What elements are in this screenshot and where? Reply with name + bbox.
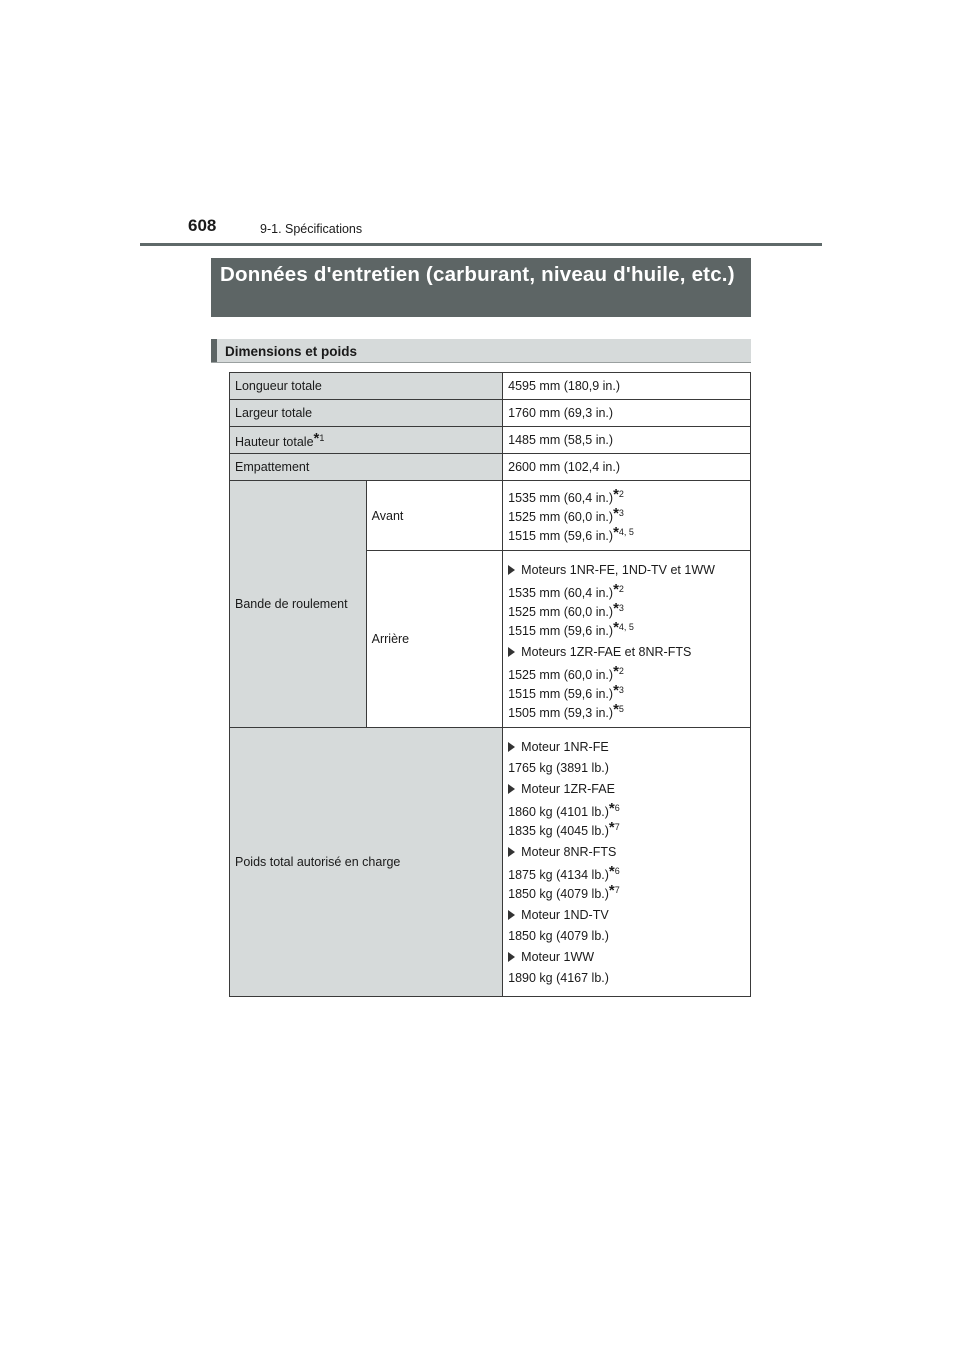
table-row	[230, 400, 751, 427]
footnote-star-icon: *	[613, 682, 619, 699]
heading-text: Moteur 1ND-TV	[521, 908, 609, 922]
row-value	[503, 481, 751, 551]
triangle-bullet-icon	[508, 565, 515, 575]
value-text: 1515 mm (59,6 in.)	[508, 687, 614, 701]
footnote-number: 3	[618, 685, 624, 695]
heading-text: Moteur 8NR-FTS	[521, 845, 617, 859]
value-line	[508, 601, 745, 620]
value-text: 1835 kg (4045 lb.)	[508, 824, 609, 838]
subheading	[211, 339, 751, 363]
engine-heading	[508, 949, 745, 965]
value-line	[508, 683, 745, 702]
value-line	[508, 801, 745, 820]
row-label: Longueur totale	[230, 373, 503, 400]
triangle-bullet-icon	[508, 742, 515, 752]
footnote-number: 6	[614, 803, 620, 813]
heading-text: Moteur 1ZR-FAE	[521, 782, 615, 796]
page-number: 608	[188, 216, 217, 235]
footnote-star-icon: *	[613, 524, 619, 541]
value-text: 1535 mm (60,4 in.)	[508, 491, 614, 505]
footnote-star-icon: *	[613, 600, 619, 617]
row-value	[503, 728, 751, 997]
footnote-star-icon: *	[313, 430, 320, 447]
footnote-star-icon: *	[608, 800, 615, 817]
header-rule	[140, 243, 822, 246]
section-label: 9-1. Spécifications	[260, 222, 363, 236]
triangle-bullet-icon	[508, 952, 515, 962]
footnote-number: 5	[618, 704, 624, 714]
footnote-number: 7	[614, 822, 620, 832]
footnote-star-icon: *	[608, 819, 615, 836]
value-line	[508, 487, 745, 506]
table-row	[230, 454, 751, 481]
label-text: Hauteur totale	[235, 435, 314, 449]
table-row	[230, 728, 751, 997]
heading-text: Moteurs 1ZR-FAE et 8NR-FTS	[521, 645, 692, 659]
footnote-star-icon: *	[613, 701, 619, 718]
footnote-star-icon: *	[613, 663, 619, 680]
value-line	[508, 883, 745, 902]
value-text: 1525 mm (60,0 in.)	[508, 510, 614, 524]
footnote-number: 6	[614, 866, 620, 876]
value-line	[508, 620, 745, 639]
value-line	[508, 864, 745, 883]
engine-heading	[508, 844, 745, 860]
footnote-number: 2	[618, 584, 624, 594]
row-label: Empattement	[230, 454, 503, 481]
page-title: Données d'entretien (carburant, niveau d'huile, etc.)	[211, 258, 751, 317]
dimensions-table	[229, 372, 751, 997]
table-row	[230, 373, 751, 400]
subheading-label: Dimensions et poids	[225, 344, 358, 359]
footnote-number: 2	[618, 489, 624, 499]
value-line	[508, 525, 745, 544]
heading-text: Moteur 1NR-FE	[521, 740, 609, 754]
value-text: 1875 kg (4134 lb.)	[508, 868, 609, 882]
value-line: 1850 kg (4079 lb.)	[508, 929, 609, 943]
value-text: 1850 kg (4079 lb.)	[508, 887, 609, 901]
value-text: 1515 mm (59,6 in.)	[508, 624, 614, 638]
table-row	[230, 427, 751, 454]
footnote-number: 4, 5	[618, 527, 634, 537]
row-label: Largeur totale	[230, 400, 503, 427]
footnote-star-icon: *	[613, 619, 619, 636]
subheading-bar	[211, 339, 217, 362]
value-line: 1765 kg (3891 lb.)	[508, 761, 609, 775]
engine-heading	[508, 781, 745, 797]
table-row	[230, 481, 751, 551]
triangle-bullet-icon	[508, 647, 515, 657]
footnote-number: 3	[618, 508, 624, 518]
value-line	[508, 506, 745, 525]
value-line	[508, 702, 745, 721]
value-text: 1535 mm (60,4 in.)	[508, 586, 614, 600]
sub-label: Arrière	[366, 551, 503, 728]
row-value: 4595 mm (180,9 in.)	[503, 373, 751, 400]
engine-heading	[508, 907, 745, 923]
engine-heading	[508, 739, 745, 755]
sub-label: Avant	[366, 481, 503, 551]
footnote-star-icon: *	[613, 505, 619, 522]
triangle-bullet-icon	[508, 847, 515, 857]
heading-text: Moteur 1WW	[521, 950, 595, 964]
footnote-star-icon: *	[608, 863, 615, 880]
row-value: 1760 mm (69,3 in.)	[503, 400, 751, 427]
value-line	[508, 664, 745, 683]
triangle-bullet-icon	[508, 910, 515, 920]
footnote-number: 3	[618, 603, 624, 613]
triangle-bullet-icon	[508, 784, 515, 794]
row-label: Bande de roulement	[230, 481, 367, 728]
footnote-star-icon: *	[613, 581, 619, 598]
value-line	[508, 820, 745, 839]
row-value: 2600 mm (102,4 in.)	[503, 454, 751, 481]
value-line: 1890 kg (4167 lb.)	[508, 971, 609, 985]
row-label: Poids total autorisé en charge	[230, 728, 503, 997]
value-text: 1860 kg (4101 lb.)	[508, 805, 609, 819]
footnote-number: 4, 5	[618, 622, 634, 632]
row-value	[503, 551, 751, 728]
footnote-number: 1	[319, 433, 325, 443]
value-text: 1525 mm (60,0 in.)	[508, 668, 614, 682]
value-text: 1525 mm (60,0 in.)	[508, 605, 614, 619]
footnote-star-icon: *	[608, 882, 615, 899]
engine-heading	[508, 644, 745, 660]
value-line	[508, 582, 745, 601]
value-text: 1505 mm (59,3 in.)	[508, 706, 614, 720]
footnote-number: 7	[614, 885, 620, 895]
value-text: 1515 mm (59,6 in.)	[508, 529, 614, 543]
row-label	[230, 427, 503, 454]
row-value: 1485 mm (58,5 in.)	[503, 427, 751, 454]
footnote-star-icon: *	[613, 486, 619, 503]
engine-heading	[508, 562, 745, 578]
heading-text: Moteurs 1NR-FE, 1ND-TV et 1WW	[521, 563, 715, 577]
footnote-number: 2	[618, 666, 624, 676]
